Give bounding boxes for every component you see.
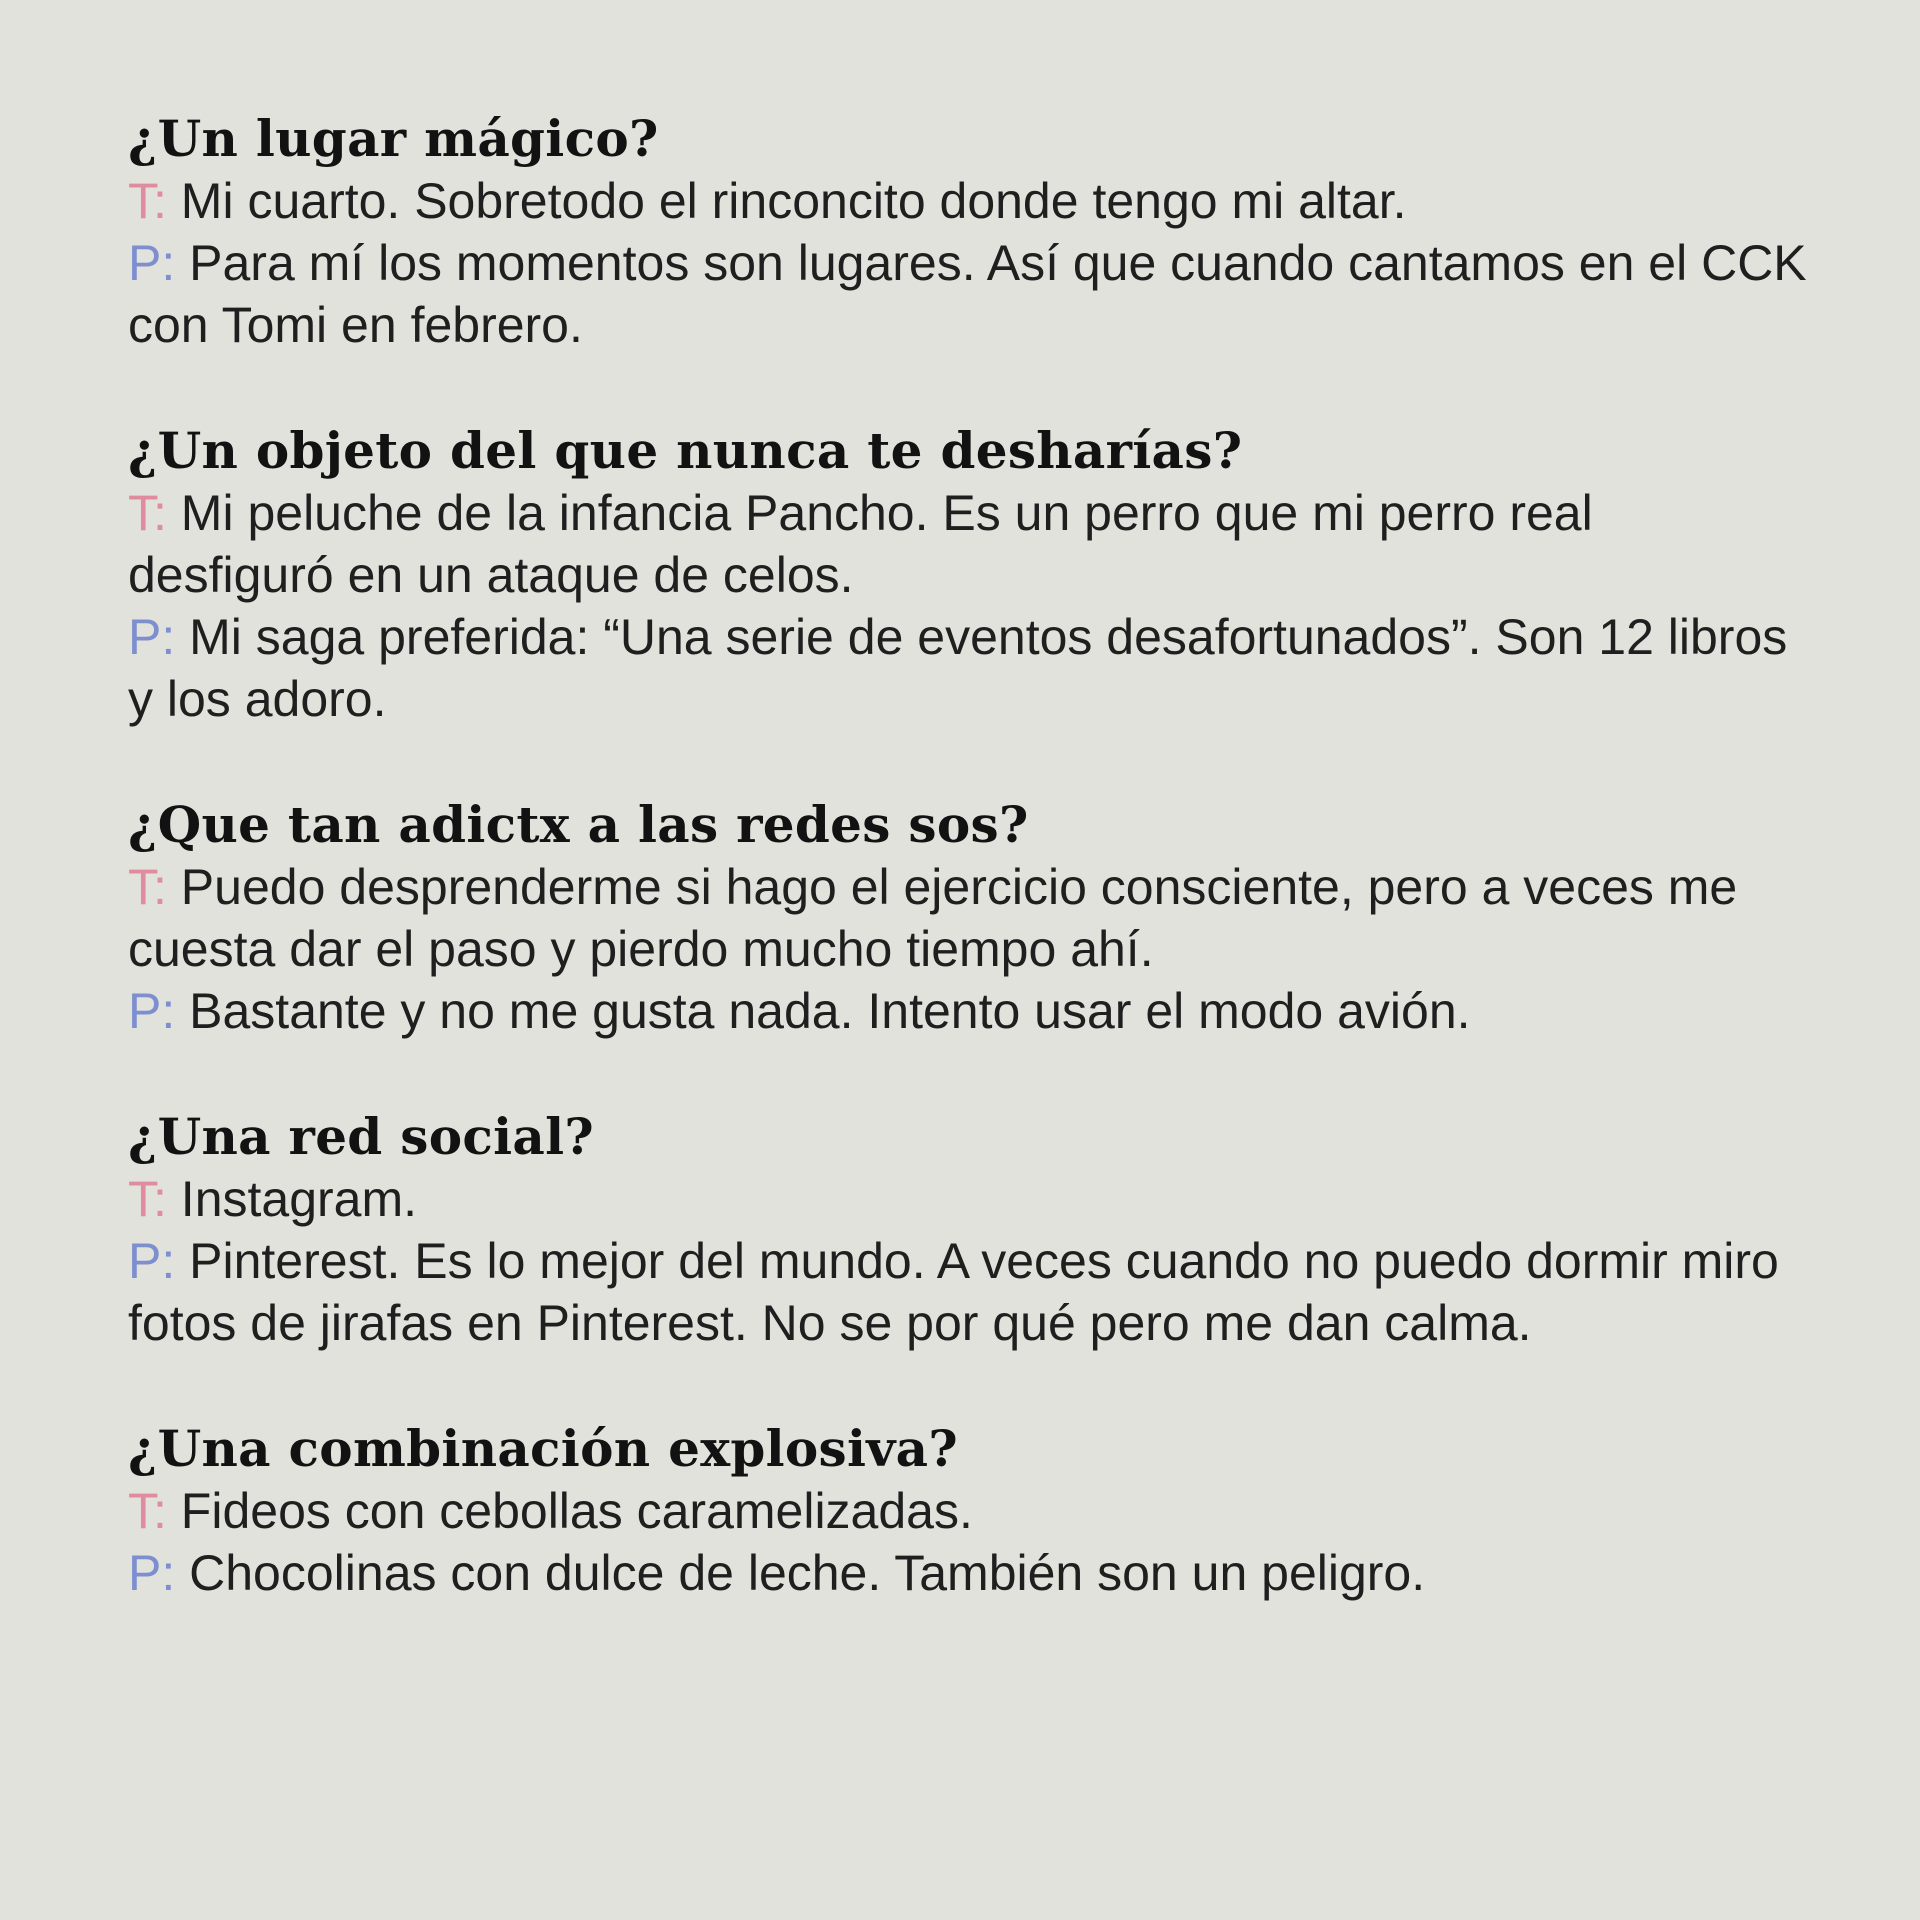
question-heading: ¿Que tan adictx a las redes sos? <box>128 795 1029 854</box>
answer-text: Pinterest. Es lo mejor del mundo. A veces cuando no puedo dormir miro fotos de jirafas en Pinterest. No se por qué pero me dan calma. <box>128 1233 1779 1351</box>
answer-marker-p: P: <box>128 1233 176 1289</box>
answer-p <box>128 980 1808 1042</box>
question-heading: ¿Un objeto del que nunca te desharías? <box>128 421 1243 480</box>
answer-marker-p: P: <box>128 235 176 291</box>
answer-text: Fideos con cebollas caramelizadas. <box>166 1483 973 1539</box>
answer-marker-p: P: <box>128 609 176 665</box>
answer-marker-t: T: <box>128 485 167 541</box>
answer-marker-t: T: <box>128 173 167 229</box>
answer-text: Mi saga preferida: “Una serie de eventos desafortunados”. Son 12 libros y los adoro. <box>128 609 1788 727</box>
answer-marker-t: T: <box>128 1171 167 1227</box>
question-heading: ¿Una combinación explosiva? <box>128 1419 958 1478</box>
answer-text: Mi cuarto. Sobretodo el rinconcito donde tengo mi altar. <box>166 173 1407 229</box>
interview-page <box>128 108 1808 1668</box>
answer-marker-t: T: <box>128 1483 167 1539</box>
answer-p <box>128 1542 1808 1604</box>
answer-text: Para mí los momentos son lugares. Así que cuando cantamos en el CCK con Tomi en febrero. <box>128 235 1807 353</box>
answer-t <box>128 856 1808 980</box>
answer-p <box>128 606 1808 730</box>
answer-marker-p: P: <box>128 983 176 1039</box>
answer-t <box>128 170 1808 232</box>
qa-block-explosive-combo <box>128 1418 1808 1604</box>
qa-block-social-network <box>128 1106 1808 1354</box>
qa-block-object <box>128 420 1808 730</box>
answer-text: Mi peluche de la infancia Pancho. Es un perro que mi perro real desfiguró en un ataque de celos. <box>128 485 1593 603</box>
answer-text: Chocolinas con dulce de leche. También son un peligro. <box>175 1545 1426 1601</box>
qa-block-social-addiction <box>128 794 1808 1042</box>
answer-text: Instagram. <box>166 1171 418 1227</box>
answer-marker-p: P: <box>128 1545 176 1601</box>
question-heading: ¿Un lugar mágico? <box>128 109 659 168</box>
answer-text: Puedo desprenderme si hago el ejercicio consciente, pero a veces me cuesta dar el paso y pierdo mucho tiempo ahí. <box>128 859 1738 977</box>
qa-block-magic-place <box>128 108 1808 356</box>
answer-t <box>128 1480 1808 1542</box>
answer-p <box>128 1230 1808 1354</box>
answer-t <box>128 1168 1808 1230</box>
answer-text: Bastante y no me gusta nada. Intento usar el modo avión. <box>175 983 1471 1039</box>
answer-t <box>128 482 1808 606</box>
answer-p <box>128 232 1808 356</box>
question-heading: ¿Una red social? <box>128 1107 595 1166</box>
answer-marker-t: T: <box>128 859 167 915</box>
